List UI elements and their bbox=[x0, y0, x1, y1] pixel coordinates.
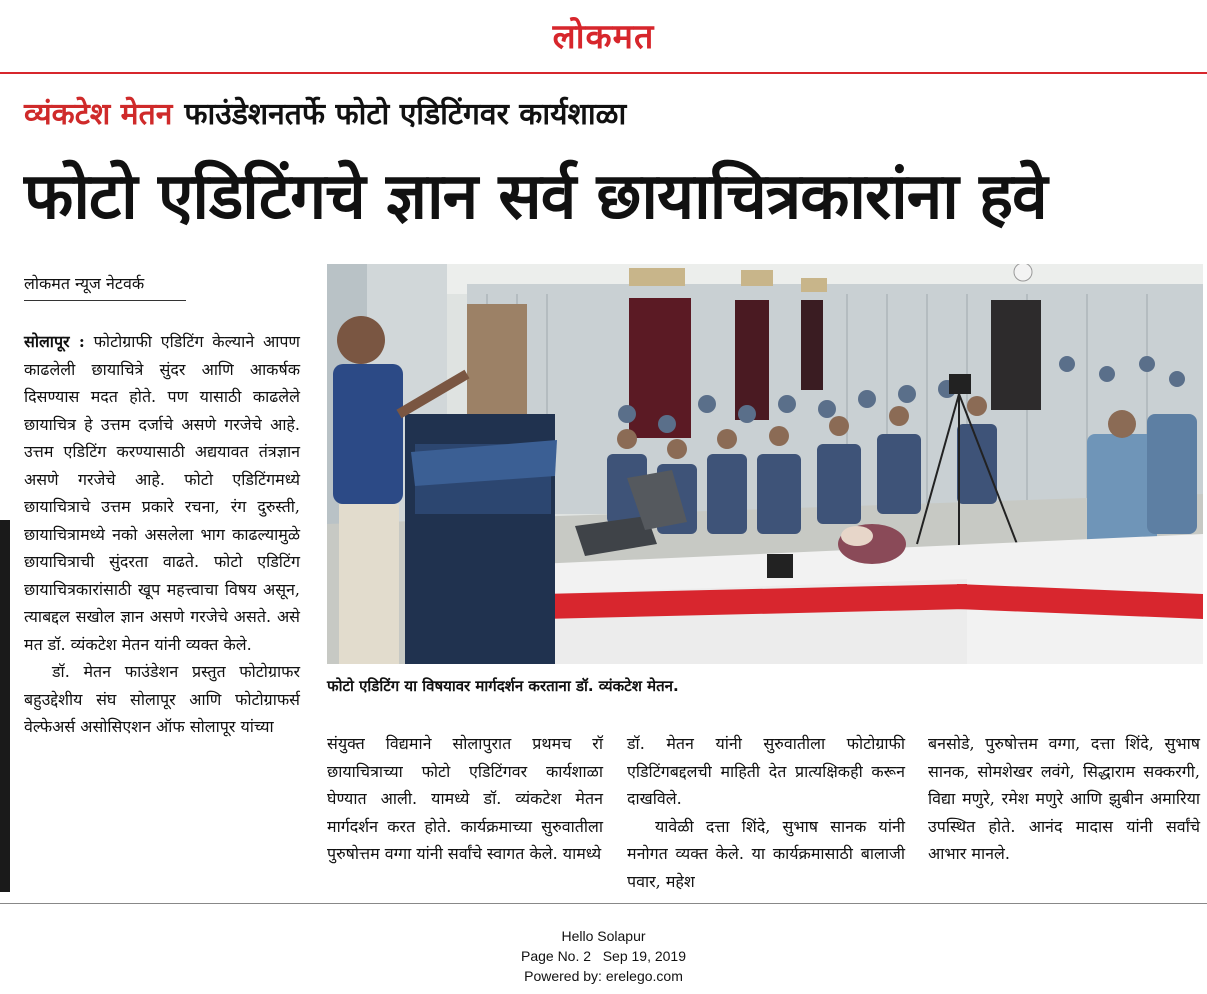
kicker bbox=[24, 92, 626, 133]
footer bbox=[0, 926, 1207, 986]
headline: फोटो एडिटिंगचे ज्ञान सर्व छायाचित्रकारांना हवे bbox=[24, 160, 1047, 234]
column-3-paragraph-1: डॉ. मेतन यांनी सुरुवातीला फोटोग्राफी एडिटिंगबद्दलची माहिती देत प्रात्यक्षिकही करून दाखविले. bbox=[627, 734, 905, 808]
kicker-rest: फाउंडेशनतर्फे फोटो एडिटिंगवर कार्यशाळा bbox=[184, 97, 627, 132]
article-column-3 bbox=[627, 730, 905, 895]
article-column-2 bbox=[327, 730, 603, 868]
footer-powered-by[interactable]: Powered by: erelego.com bbox=[524, 968, 683, 984]
lokmat-logo: लोकमत bbox=[552, 17, 655, 57]
article-column-4 bbox=[928, 730, 1200, 868]
paragraph-1: फोटोग्राफी एडिटिंग केल्याने आपण काढलेली छायाचित्रे सुंदर आणि आकर्षक दिसण्यास मदत होते. पण यासाठी काढलेले छायाचित्र हे उत्तम दर्जाचे असणे गरजेचे आहे. उत्तम एडिटिंग करण्यासाठी अद्ययावत तंत्रज्ञान असणे गरजेचे आहे. फोटो एडिटिंगमध्ये छायाचित्राचे उत्तम प्रकारे रचना, रंग दुरुस्ती, छायाचित्रामध्ये नको असलेला भाग काढल्यामुळे छायाचित्राची सुंदरता वाढते. फोटो एडिटिंग छायाचित्रकारांसाठी खूप महत्त्वाचा विषय असून, त्याबद्दल सखोल ज्ञान असणे गरजेचे असते. असे मत डॉ. व्यंकटेश मेतन यांनी व्यक्त केले. bbox=[24, 332, 301, 654]
dateline: सोलापूर : bbox=[24, 332, 85, 351]
byline: लोकमत न्यूज नेटवर्क bbox=[24, 274, 145, 293]
page-edge-bar bbox=[0, 520, 10, 892]
column-2-text: संयुक्त विद्यमाने सोलापुरात प्रथमच रॉ छायाचित्राच्या फोटो एडिटिंगवर कार्यशाळा घेण्यात आली. यामध्ये डॉ. व्यंकटेश मेतन मार्गदर्शन करत होते. कार्यक्रमाच्या सुरुवातीला पुरुषोत्तम वग्गा यांनी सर्वांचे स्वागत केले. यामध्ये bbox=[327, 734, 603, 863]
paragraph-2: डॉ. मेतन फाउंडेशन प्रस्तुत फोटोग्राफर बहुउद्देशीय संघ सोलापूर आणि फोटोग्राफर्स वेल्फेअर्स असोसिएशन ऑफ सोलापूर यांच्या bbox=[24, 662, 300, 736]
event-photo bbox=[327, 264, 1203, 664]
masthead-rule bbox=[0, 72, 1207, 74]
masthead bbox=[0, 0, 1207, 72]
photo-caption: फोटो एडिटिंग या विषयावर मार्गदर्शन करताना डॉ. व्यंकटेश मेतन. bbox=[327, 677, 679, 695]
byline-rule bbox=[24, 300, 186, 301]
photo-illustration bbox=[327, 264, 1203, 664]
footer-rule bbox=[0, 903, 1207, 904]
column-3-paragraph-2: यावेळी दत्ता शिंदे, सुभाष सानक यांनी मनोगत व्यक्त केले. या कार्यक्रमासाठी बालाजी पवार, महेश bbox=[627, 816, 905, 891]
article-column-1 bbox=[24, 328, 300, 741]
kicker-highlight: व्यंकटेश मेतन bbox=[24, 97, 173, 132]
footer-page-date: Page No. 2 Sep 19, 2019 bbox=[520, 948, 686, 964]
column-4-text: बनसोडे, पुरुषोत्तम वग्गा, दत्ता शिंदे, सुभाष सानक, सोमशेखर लवंगे, सिद्धाराम सक्करगी, विद्या मणुरे, रमेश मणुरे आणि झुबीन अमारिया उपस्थित होते. आनंद मादास यांनी सर्वांचे आभार मानले. bbox=[928, 734, 1200, 863]
footer-publication: Hello Solapur bbox=[561, 928, 646, 944]
